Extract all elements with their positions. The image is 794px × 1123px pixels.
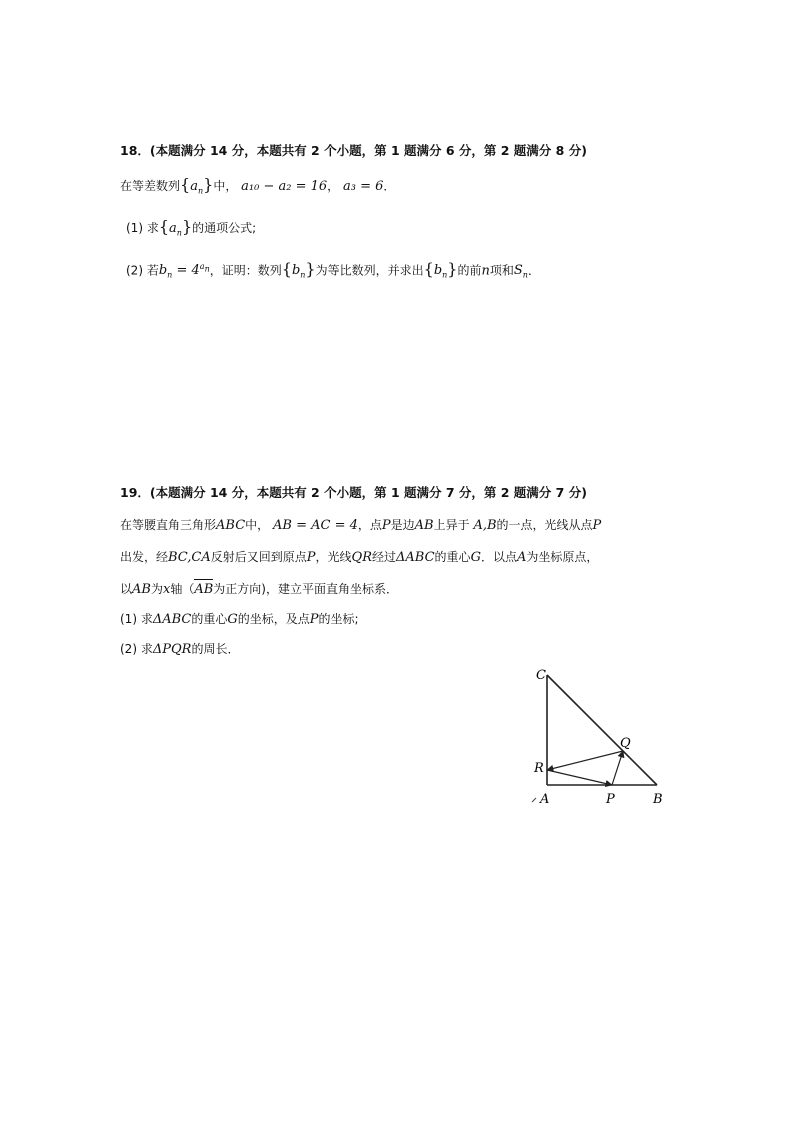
label-r: R [534, 761, 544, 776]
q18-part2-def: $b_n = 4^{a_n}$ [158, 262, 210, 280]
vector-ab: AB [194, 582, 214, 597]
q19-math: ΔABC [396, 550, 435, 565]
triangle-figure [520, 662, 680, 812]
q19-line3 [120, 580, 398, 599]
q19-text: 轴（ [170, 582, 195, 596]
q19-text: 为正方向)，建立平面直角坐标系． [213, 582, 398, 596]
q19-line2 [120, 548, 598, 567]
q18-part2-S: $S_n$ [513, 263, 528, 280]
q18-part2-mid1: ，证明：数列 [209, 263, 282, 278]
q18-stem-sep: ， [327, 179, 340, 193]
brace-right-icon: } [203, 175, 214, 194]
q19-text: 的坐标，及点 [237, 612, 310, 626]
q19-text: 为 [150, 582, 163, 596]
q19-math: x [162, 582, 171, 597]
brace-right-icon: } [181, 217, 193, 236]
q18-part2-pre: 若 [146, 263, 159, 278]
brace-left-icon: { [158, 217, 170, 236]
q19-text: 经过 [372, 550, 397, 564]
q19-text: 求 [140, 612, 153, 626]
q19-text: 为坐标原点， [526, 550, 599, 564]
q19-math: ΔABC [152, 612, 192, 627]
q19-text: 上异于 [433, 518, 470, 532]
q19-math: BC,CA [168, 550, 211, 565]
q18-stem-end: ． [383, 179, 396, 193]
q18-part2-seq: $b_n$ [291, 263, 306, 280]
q19-text: 以 [120, 582, 133, 596]
q19-text: 的周长． [191, 642, 240, 656]
q19-text: 是边 [390, 518, 415, 532]
q19-text: 在等腰直角三角形 [120, 518, 217, 532]
q19-part1-num: (1) [120, 612, 137, 626]
q19-text: ，光线 [315, 550, 352, 564]
q19-math: G [227, 612, 238, 627]
q19-math: A [516, 550, 527, 565]
q18-part1-num: (1) [126, 221, 143, 235]
q19-math: P [592, 518, 602, 533]
brace-right-icon: } [305, 259, 316, 279]
q18-stem [120, 176, 395, 201]
q18-part2 [126, 258, 540, 285]
q18-part1-pre: 求 [146, 221, 159, 235]
brace-left-icon: { [281, 259, 292, 279]
label-c: C [536, 668, 546, 683]
q19-math: ΔPQR [152, 642, 192, 657]
q19-math: G [470, 550, 481, 565]
side-bc [547, 675, 657, 785]
q19-text: 反射后又回到原点 [210, 550, 307, 564]
q19-text: ．以点 [480, 550, 517, 564]
q19-part2 [120, 640, 239, 659]
q18-header: 18．(本题满分 14 分，本题共有 2 个小题，第 1 题满分 6 分，第 2 题满分 8 分) [120, 143, 587, 158]
q18-part1 [126, 218, 256, 243]
q19-math: ABC [216, 518, 246, 533]
brace-left-icon: { [423, 259, 434, 279]
q18-stem-mid: 中， [213, 179, 238, 193]
q19-text: 的坐标; [318, 612, 359, 626]
q19-math: A,B [473, 518, 497, 533]
q19-math: AB = AC = 4 [273, 518, 358, 533]
q19-text: 的一点，光线从点 [496, 518, 593, 532]
label-q: Q [620, 736, 631, 751]
q19-line1 [120, 516, 601, 535]
q19-header: 19．(本题满分 14 分，本题共有 2 个小题，第 1 题满分 7 分，第 2 题满分 7 分) [120, 485, 587, 500]
q18-seq-a: $a_n$ [190, 179, 204, 196]
q19-math: P [381, 518, 391, 533]
ray-rp [547, 770, 612, 785]
label-b: B [653, 792, 663, 807]
q19-text: ，点 [357, 518, 382, 532]
q19-text: 求 [140, 642, 153, 656]
brace-left-icon: { [180, 175, 191, 194]
q19-math: AB [132, 582, 151, 597]
q19-math: QR [351, 550, 372, 565]
q18-part2-seq2: $b_n$ [433, 263, 448, 280]
q18-part2-n: n [481, 263, 490, 279]
q18-stem-prefix: 在等差数列 [120, 179, 181, 193]
q18-eq1: a₁₀ − a₂ = 16 [241, 179, 328, 194]
q18-eq2: a₃ = 6 [343, 179, 384, 194]
axis-tick-mark [532, 798, 536, 802]
label-p: P [606, 792, 615, 807]
label-a: A [540, 792, 550, 807]
q18-part2-num: (2) [126, 263, 143, 278]
q19-math: P [309, 612, 319, 627]
q19-text: 中， [245, 518, 270, 532]
q18-part2-mid3: 的前 [457, 263, 482, 278]
q18-part1-seq: $a_n$ [169, 221, 182, 238]
q19-text: 出发，经 [120, 550, 169, 564]
q18-part1-post: 的通项公式; [192, 221, 257, 235]
ray-qr [547, 751, 623, 770]
q19-text: 的重心 [191, 612, 228, 626]
q19-part2-num: (2) [120, 642, 137, 656]
q19-math: AB [414, 518, 434, 533]
q19-text: 的重心 [434, 550, 471, 564]
ray-pq [612, 751, 623, 785]
q18-part2-mid2: 为等比数列，并求出 [315, 263, 424, 278]
q19-part1 [120, 610, 359, 629]
brace-right-icon: } [447, 259, 458, 279]
q19-math: P [306, 550, 316, 565]
q18-part2-mid4: 项和 [489, 263, 514, 278]
q18-part2-end: ． [527, 263, 540, 278]
